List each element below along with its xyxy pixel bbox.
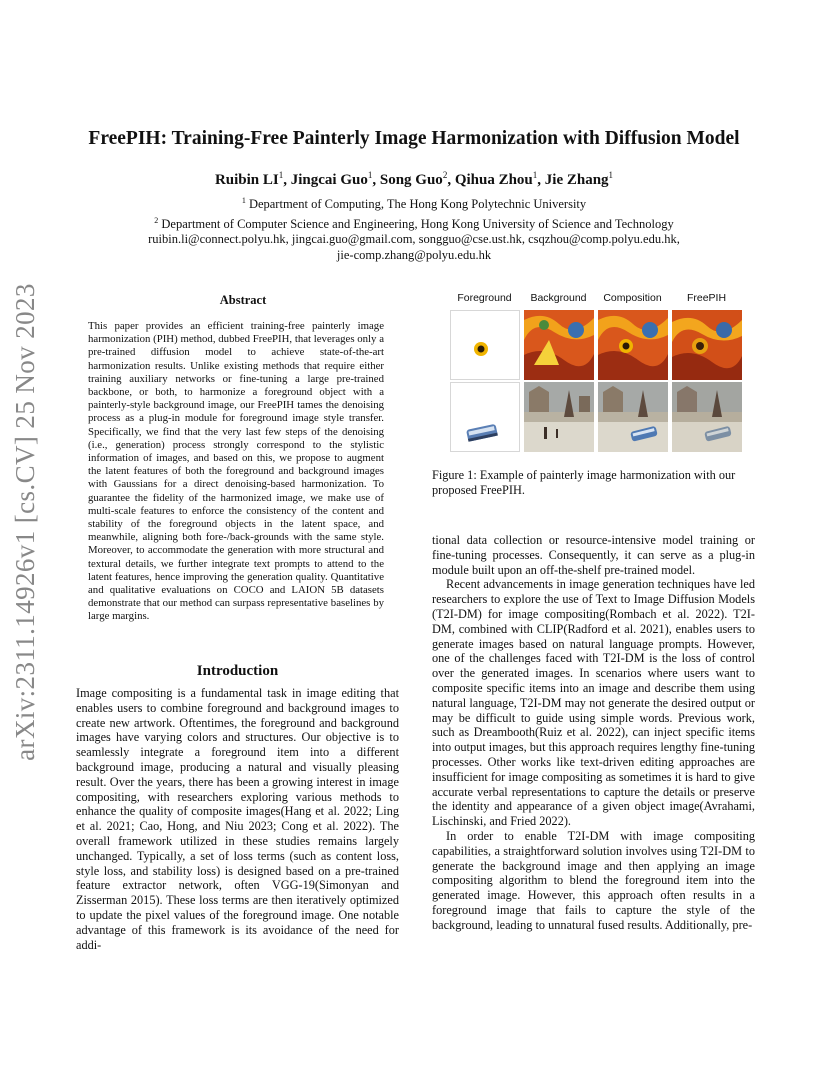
author-affil-sup: 1 [367, 170, 373, 180]
affil-sup: 2 [154, 215, 159, 225]
fig-col-header: FreePIH [686, 292, 727, 304]
paragraph: In order to enable T2I-DM with image compositing capabilities, a straightforward solution involves using T2I-DM to generate the background image and then applying an image compositing algorithm to blend the foreground item into the generated image. However, this approach often results in a foreground image that fails to capture the style of the background, leading to unnatural fused results. Additionally, pre- [432, 828, 755, 932]
paragraph: tional data collection or resource-intensive model training or fine-tuning processes. Consequently, it can serve as a plug-in module built upon an off-the-shelf pre-trained model. [432, 533, 755, 577]
affil-text: Department of Computing, The Hong Kong Polytechnic University [248, 197, 587, 212]
freepih-result-image [672, 382, 742, 452]
author-list: Ruibin $LI^1$, Jingcai Guo$^1$, Song Guo$^2$, Qihua Zhou$^1$, Jie Zhang$^1$ [214, 170, 614, 188]
email-line: ruibin.li@connect.polyu.hk, jingcai.guo@gmail.com, songguo@cse.ust.hk, csqzhou@comp.polyu.edu.hk, [148, 232, 680, 247]
paragraph: Recent advancements in image generation techniques have led researchers to explore the use of Text to Image Diffusion Models (T2I-DM) for image compositing(Rombach et al. 2022). T2I-DM, combined with CLIP(Radford et al. 2021), enables users to generate images based on natural language prompts. However, one of the challenges faced with T2I-DM is the loss of control over the generated images. In scenarios where users want to composite specific items into an image and describe them using natural language, T2I-DM may not generate the desired output or may be difficult to guide using simple words. Previous work, such as Dreambooth(Ruiz et al. 2022), can inject specific items into output images, but this approach requires lengthy fine-tuning processes. Other works like text-driven editing approaches are insufficient for image compositing as sometimes it is hard to give accurate verbal representations to capture the details or preserve the identity and appearance of a given object image(Avrahami, Lischinski, and Fried 2022). [432, 577, 755, 829]
composition-image [598, 382, 668, 452]
affiliations [0, 193, 828, 263]
intro-left-column: Image compositing is a fundamental task in image editing that enables users to combine foreground and background images to create new artwork. Oftentimes, the foreground and background images have varying colors and structures. Our objective is to seamlessly integrate a foreground item into a different background image, producing a natural and visually pleasing result. Over the years, there has been a growing interest in image compositing, with researchers exploring various methods to enhance the quality of composite images(Hang et al. 2022; Ling et al. 2021; Cao, Hong, and Niu 2023; Cong et al. 2022). The overall framework utilized in these studies remains largely unchanged. Typically, a set of loss terms (such as content loss, style loss, and stability loss) is designed based on a pre-trained feature extractor network, often VGG-19(Simonyan and Zisserman 2015). These loss terms are then iteratively optimized to update the pixel values of the foreground image. One notable advantage of this framework is its avoidance of the need for addi- [76, 686, 399, 952]
affil-text: Department of Computer Science and Engineering, Hong Kong University of Science and Technology [161, 216, 674, 231]
abstract-text: This paper provides an efficient training-free painterly image harmonization (PIH) method, dubbed FreePIH, that leverages only a pre-trained diffusion model to achieve state-of-the-art harmonization results. Unlike existing methods that require either training auxiliary networks or fine-tuning a large pre-trained backbone, or both, to harmonize a foreground object with a painterly-style background image, our FreePIH tames the denoising process as a plug-in module for foreground image style transfer. Specifically, we find that the very last few steps of the denoising (i.e., generation) process strongly correspond to the stylistic information of images, and based on this, we propose to augment the latent features of both the foreground and background images with Gaussians for a direct denoising-based harmonization. To guarantee the fidelity of the harmonized image, we make use of multi-scale features to enforce the consistency of the content and stability of the foreground objects in the latent space, and meanwhile, aligning both fore-/back-grounds with the same style. Moreover, to accommodate the generation with more structural and textural details, we further integrate text prompts to attend to the latent features, hence improving the generation quality. Quantitative and qualitative evaluations on COCO and LAION 5B datasets demonstrate that our method can surpass representative baselines by large margins. [88, 320, 384, 623]
paper-title: FreePIH: Training-Free Painterly Image Harmonization with Diffusion Model [88, 128, 740, 149]
background-snow-street-image [524, 382, 594, 452]
affiliation-line [0, 193, 828, 213]
foreground-sunflower-image [450, 310, 520, 380]
author-affil-sup: 1 [532, 170, 538, 180]
foreground-train-image [450, 382, 520, 452]
intro-right-column [432, 533, 755, 933]
freepih-result-image [672, 310, 742, 380]
author: Ruibin LI [214, 172, 279, 188]
author-affil-sup: 1 [608, 170, 614, 180]
email-line: jie-comp.zhang@polyu.edu.hk [336, 247, 492, 262]
affil-sup: 1 [241, 196, 246, 205]
abstract-heading: Abstract [219, 293, 267, 307]
author-affil-sup: 1 [278, 170, 284, 180]
author: Jingcai Guo [290, 172, 368, 188]
figure-1 [448, 292, 740, 457]
author: Qihua Zhou [454, 172, 533, 188]
fig-col-header: Background [530, 292, 587, 304]
fig-col-header: Composition [603, 292, 662, 304]
figure-caption: Figure 1: Example of painterly image harmonization with our proposed FreePIH. [432, 468, 736, 497]
composition-image [598, 310, 668, 380]
affiliation-line [0, 213, 828, 233]
arxiv-stamp: arXiv:2311.14926v1 [cs.CV] 25 Nov 2023 [10, 283, 40, 761]
background-painting-image [524, 310, 594, 380]
introduction-heading: Introduction [196, 663, 279, 679]
fig-col-header: Foreground [457, 292, 512, 304]
author-affil-sup: 2 [442, 170, 448, 180]
author: Song Guo [379, 172, 443, 188]
author: Jie Zhang [544, 172, 609, 188]
